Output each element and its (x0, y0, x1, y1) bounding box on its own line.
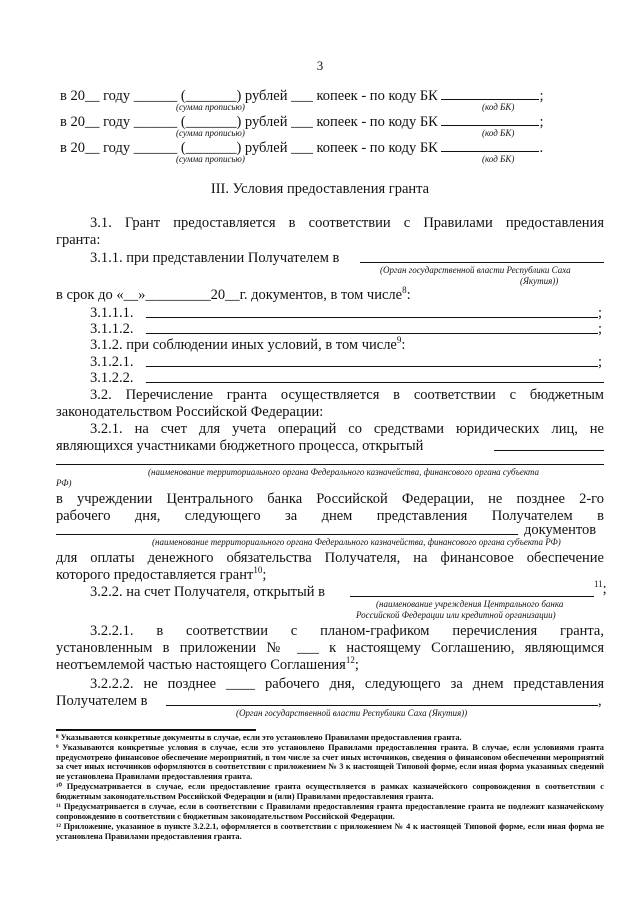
footnote-separator (56, 729, 256, 731)
paragraph-pay-2: которого предоставляется грант$^{10}$; (56, 565, 267, 583)
caption-bank: (наименование учреждения Центрального банка (376, 599, 564, 609)
paragraph-text: которого предоставляется грант (56, 567, 254, 583)
deadline-text: в срок до «__»_________20__г. документов, в том числе (56, 287, 403, 303)
paragraph-3-2-1: 3.2.1. на счет для учета операций со средствами юридических лиц, не (90, 421, 604, 437)
paragraph-3-2-2: 3.2.2. на счет Получателя, открытый в (90, 584, 325, 600)
line-end: ; (598, 321, 603, 337)
caption-treasury: РФ) (56, 478, 72, 488)
line-end: ; (598, 354, 603, 370)
kbk-blank (441, 138, 539, 152)
line-end: ; (539, 88, 544, 104)
blank-line (56, 464, 604, 465)
page-number: 3 (316, 58, 324, 73)
budget-line-text: в 20__ году ______ (_______) рублей ___ копеек - по коду БК (60, 88, 438, 104)
caption-kbk: (код БК) (482, 128, 515, 138)
section-heading: III. Условия предоставления гранта (210, 181, 430, 197)
paragraph-text: неотъемлемой частью настоящего Соглашения (56, 657, 346, 673)
footnote-ref-11: $^{11}$; (594, 579, 607, 597)
caption-sum: (сумма прописью) (176, 128, 245, 138)
paragraph-3-1-cont: гранта: (56, 232, 101, 248)
blank-line (56, 534, 518, 535)
item-3-1-2-1: 3.1.2.1. (90, 354, 134, 370)
footnote-ref: 10 (253, 565, 263, 576)
paragraph-3-2: 3.2. Перечисление гранта осуществляется в соответствии с бюджетным (90, 387, 604, 403)
footnote-11: ¹¹ Предусматривается в случае, если в соответствии с Правилами предоставления гранта предоставление гранта не подлежит казначейскому сопровождению в соответствии с бюджетным законодательством Российской Федерации. (56, 802, 604, 821)
paragraph-text: 3.1.2. при соблюдении иных условий, в том числе (90, 337, 397, 353)
footnote-ref: 11 (594, 579, 603, 590)
item-3-1-2-2: 3.1.2.2. (90, 370, 134, 386)
documents-word: документов (524, 522, 597, 538)
caption-bank: Российской Федерации или кредитной организации) (356, 610, 556, 620)
caption-kbk: (код БК) (482, 102, 515, 112)
blank-line (166, 705, 598, 706)
kbk-blank (441, 86, 539, 100)
paragraph-3-2-2-1-cont: установленным в приложении № ___ к настоящему Соглашению, являющимся (56, 640, 604, 656)
paragraph-3-2-2-1-end: неотъемлемой частью настоящего Соглашения$^{12}$; (56, 655, 359, 673)
paragraph-3-1-1: 3.1.1. при представлении Получателем в (90, 250, 340, 266)
caption-sum: (сумма прописью) (176, 102, 245, 112)
caption-kbk: (код БК) (482, 154, 515, 164)
footnote-ref: 12 (345, 655, 355, 666)
line-end: . (539, 140, 544, 156)
paragraph-cb-2: рабочего дня, следующего за днем представления Получателем в (56, 508, 604, 524)
caption-organ: (Орган государственной власти Республики Саха (Якутия)) (236, 708, 468, 718)
paragraph-3-2-2-1: 3.2.2.1. в соответствии с планом-графиком перечисления гранта, (90, 623, 604, 639)
footnote-12: ¹² Приложение, указанное в пункте 3.2.2.1, оформляется в соответствии с приложением № 4 к настоящей Типовой форме, если иная форма не установлена Правилами предоставления гранта. (56, 822, 604, 841)
footnote-10: ¹⁰ Предусматривается в случае, если предоставление гранта осуществляется в рамках казначейского сопровождения в соответствии с бюджетным законодательством Российской Федерации и (или) Правилами предоставления гранта. (56, 782, 604, 801)
caption-sum: (сумма прописью) (176, 154, 245, 164)
paragraph-3-2-2-2-cont: Получателем в (56, 693, 148, 709)
paragraph-pay-1: для оплаты денежного обязательства Получателя, на финансовое обеспечение (56, 550, 604, 566)
blank-line (146, 382, 604, 383)
kbk-blank (441, 112, 539, 126)
paragraph-3-1-2: 3.1.2. при соблюдении иных условий, в том числе$^9$: (90, 335, 406, 353)
paragraph-3-2-2-2: 3.2.2.2. не позднее ____ рабочего дня, следующего за днем представления (90, 676, 604, 692)
paragraph-3-1: 3.1. Грант предоставляется в соответствии с Правилами предоставления (90, 215, 604, 231)
blank-line (146, 317, 598, 318)
caption-organ: (Орган государственной власти Республики Саха (380, 265, 571, 275)
caption-treasury: (наименование территориального органа Федерального казначейства, финансового органа субъекта РФ) (152, 537, 561, 547)
blank-line (494, 450, 604, 451)
budget-line-3 (60, 138, 543, 157)
budget-line-1 (60, 86, 544, 105)
item-3-1-1-2: 3.1.1.2. (90, 321, 134, 337)
budget-line-text: в 20__ году ______ (_______) рублей ___ копеек - по коду БК (60, 114, 438, 130)
blank-line (350, 596, 594, 597)
line-end: , (598, 693, 602, 709)
item-3-1-1-1: 3.1.1.1. (90, 305, 134, 321)
blank-line (360, 262, 604, 263)
paragraph-cb-1: в учреждении Центрального банка Российской Федерации, не позднее 2-го (56, 491, 604, 507)
paragraph-3-2-1-cont: являющихся участниками бюджетного процесса, открытый (56, 438, 424, 454)
budget-line-2 (60, 112, 544, 131)
blank-line (146, 366, 598, 367)
footnote-ref: 8 (402, 285, 407, 296)
footnote-ref: 9 (396, 335, 402, 346)
line-end: ; (539, 114, 544, 130)
footnote-8: ⁸ Указываются конкретные документы в случае, если это установлено Правилами предоставления гранта. (56, 733, 462, 742)
line-end: ; (598, 305, 603, 321)
deadline-line: в срок до «__»_________20__г. документов, в том числе$^8$: (56, 285, 411, 303)
footnote-9: ⁹ Указываются конкретные условия в случае, если это установлено Правилами предоставления гранта. В случае, если условиями гранта предусмотрено финансовое обеспечение мероприятий, в том числе за счет иных источников, сведения о финансовом обеспечении мероприятий за счет иных источников оформляются в соответствии с приложением № 3 к настоящей Типовой форме, если иная форма указанных сведений не установлена Правилами предоставления гранта. (56, 743, 604, 781)
budget-line-text: в 20__ году ______ (_______) рублей ___ копеек - по коду БК (60, 140, 438, 156)
caption-treasury: (наименование территориального органа Федерального казначейства, финансового органа субъекта (148, 467, 540, 477)
caption-organ: (Якутия)) (520, 276, 559, 286)
blank-line (146, 333, 598, 334)
paragraph-3-2-cont: законодательством Российской Федерации: (56, 404, 324, 420)
